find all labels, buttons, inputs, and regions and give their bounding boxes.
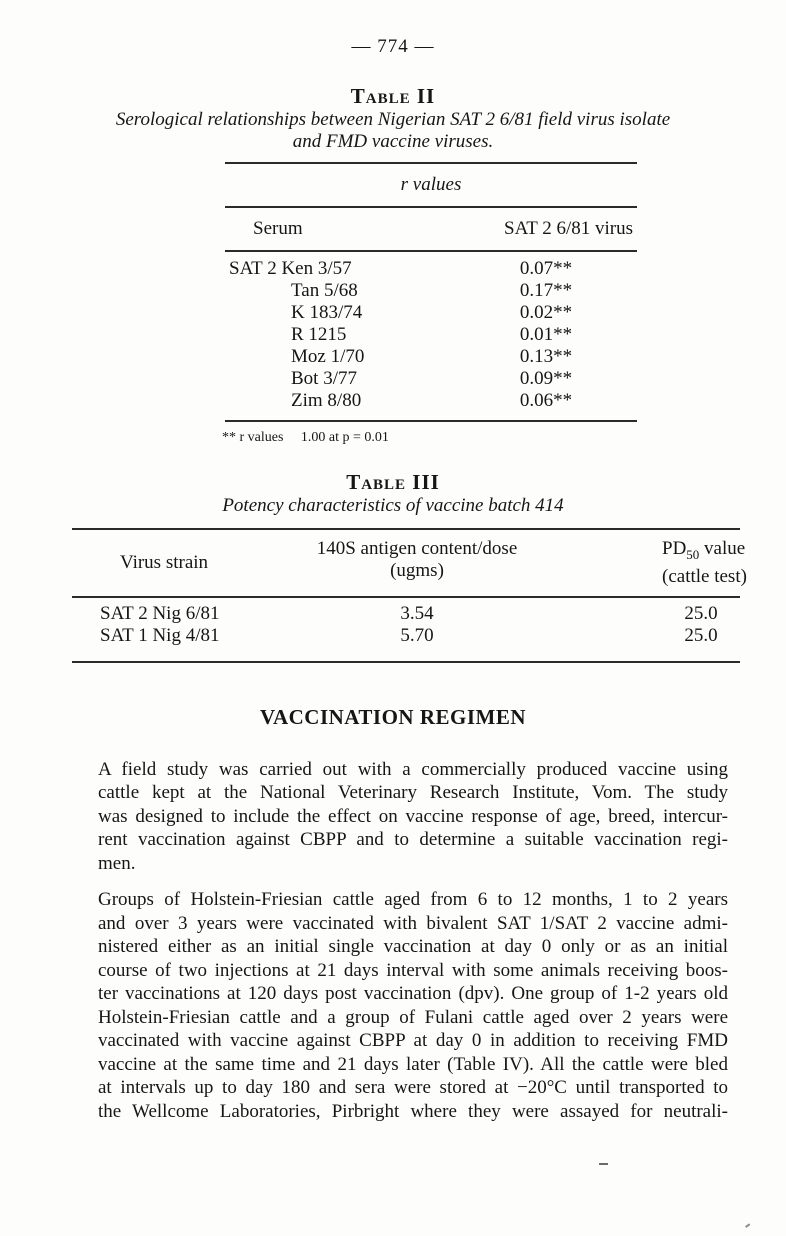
serum-cell: Zim 8/80 <box>291 390 362 411</box>
table3-caption: Potency characteristics of vaccine batch 414 <box>222 495 564 516</box>
pd50-header-line1 <box>662 538 746 566</box>
strain-cell: SAT 1 Nig 4/81 <box>100 624 220 646</box>
table2-column-headers <box>225 208 637 250</box>
serum-cell: K 183/74 <box>291 302 363 323</box>
table2-caption-line1: Serological relationships between Nigerian SAT 2 6/81 field virus isolate <box>115 109 671 130</box>
table2-footnote: ** r values 1.00 at p = 0.01 <box>222 430 389 445</box>
table3-col-virus-strain: Virus strain <box>120 551 209 573</box>
serum-cell: Bot 3/77 <box>291 368 357 389</box>
strain-cell: SAT 2 Nig 6/81 <box>100 602 220 624</box>
serum-cell: R 1215 <box>291 324 347 345</box>
pd50-subscript: 50 <box>686 546 700 562</box>
paragraph-1: A field study was carried out with a commercially produced vaccine using cattle kept at the National Veterinary Research Institute, Vom. The study was designed to include the effect on vaccine response of age, breed, intercur- rent vaccination against CBPP and to determine a suitable vaccination regi- men. <box>98 758 728 874</box>
pd50-header-line2: (cattle test) <box>662 565 747 587</box>
serum-cell: Tan 5/68 <box>291 280 358 301</box>
scan-artifact-dash <box>599 1163 608 1165</box>
table2-rule-bottom <box>225 420 637 422</box>
table-row <box>225 368 637 390</box>
table-row <box>72 625 740 647</box>
section-heading: VACCINATION REGIMEN <box>259 704 526 729</box>
pd50-cell: 25.0 <box>684 602 718 624</box>
pd50-cell: 25.0 <box>684 624 718 646</box>
pd50-suffix: value <box>699 538 746 559</box>
table-row <box>225 302 637 324</box>
page-number: — 774 — <box>351 36 435 57</box>
table3-col-pd50 <box>582 538 747 588</box>
table2 <box>225 162 637 422</box>
antigen-header-line1: 140S antigen content/dose <box>316 538 518 559</box>
table-row <box>225 390 637 412</box>
table-row <box>225 258 637 280</box>
table-row <box>225 346 637 368</box>
table2-group-header: r values <box>400 174 462 195</box>
table2-caption-line2: and FMD vaccine viruses. <box>292 131 494 152</box>
r-value-cell: 0.07** <box>519 258 573 279</box>
table-row <box>225 324 637 346</box>
r-value-cell: 0.02** <box>519 302 573 323</box>
r-value-cell: 0.01** <box>519 324 573 345</box>
antigen-cell: 5.70 <box>400 624 434 646</box>
r-value-cell: 0.09** <box>519 368 573 389</box>
table-row <box>72 603 740 625</box>
table2-col-serum: Serum <box>253 218 303 239</box>
pd50-text: PD <box>662 538 687 559</box>
table2-heading: Table II <box>350 84 436 108</box>
antigen-cell: 3.54 <box>400 602 434 624</box>
r-value-cell: 0.06** <box>519 390 573 411</box>
serum-cell: SAT 2 Ken 3/57 <box>229 258 352 279</box>
r-value-cell: 0.17** <box>519 280 573 301</box>
antigen-header-line2: (ugms) <box>390 560 444 581</box>
table3-col-antigen <box>252 538 582 588</box>
table-row <box>225 280 637 302</box>
r-value-cell: 0.13** <box>519 346 573 367</box>
serum-cell: Moz 1/70 <box>291 346 365 367</box>
table3-column-headers <box>72 530 747 596</box>
table3-heading: Table III <box>346 470 440 494</box>
table2-col-virus: SAT 2 6/81 virus <box>504 218 633 239</box>
table2-body <box>225 252 637 420</box>
table3 <box>72 528 747 663</box>
scan-artifact-speck <box>743 1220 751 1228</box>
table3-rule-bottom <box>72 661 740 663</box>
paragraph-2: Groups of Holstein-Friesian cattle aged from 6 to 12 months, 1 to 2 years and over 3 years were vaccinated with bivalent SAT 1/SAT 2 vaccine admi- nistered either as an initial single vaccination at day 0 only or as an initial course of two injections at 21 days interval with some animals receiving boos- ter vaccinations at 120 days post vaccination (dpv). One group of 1-2 years old Holstein-Friesian cattle and a group of Fulani cattle aged over 2 years were vaccinated with vaccine against CBPP at day 0 in addition to receiving FMD vaccine at the same time and 21 days later (Table IV). All the cattle were bled at intervals up to day 180 and sera were stored at −20°C until transported to the Wellcome Laboratories, Pirbright where they were assayed for neutrali- <box>98 889 728 1122</box>
table3-body <box>72 598 740 661</box>
